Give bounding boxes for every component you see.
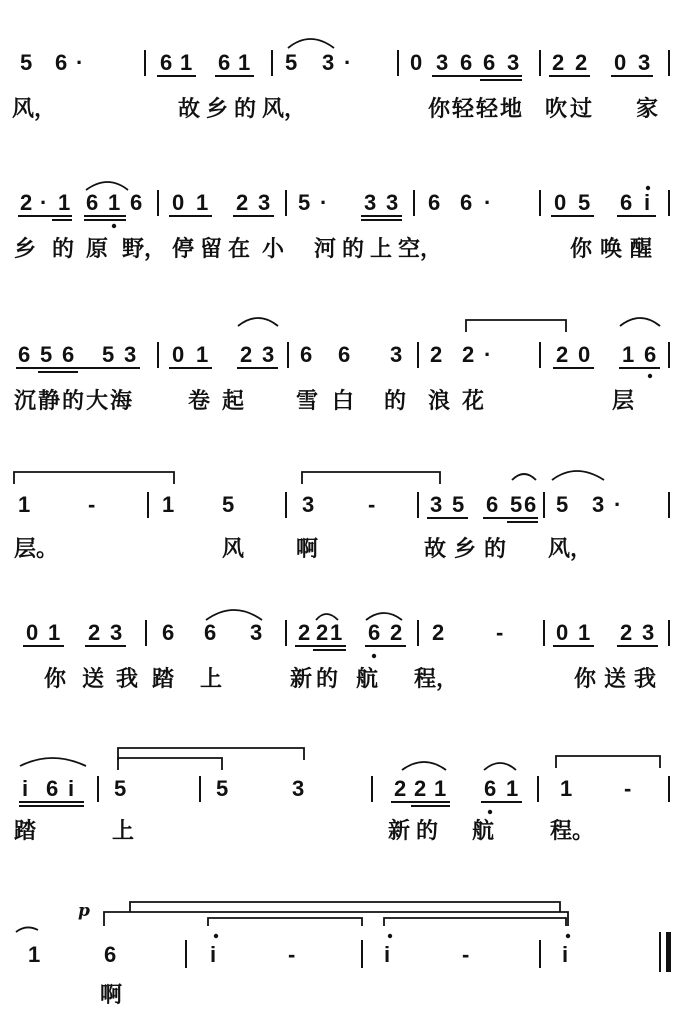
score-system-7 (0, 872, 700, 1022)
lyric: 留 (200, 237, 223, 262)
tie-bracket (130, 902, 560, 912)
staff-line-3 (0, 306, 700, 456)
lyric: 卷 (188, 389, 211, 414)
note: 3 (110, 620, 123, 645)
octave-dot (112, 224, 116, 228)
note: 0 (410, 50, 423, 75)
note: 6 (204, 620, 217, 645)
lyric: 航 (472, 819, 495, 844)
note: 1 (560, 776, 573, 801)
note: 6 (46, 776, 59, 801)
note: 3 (258, 190, 271, 215)
note: 1 (196, 342, 209, 367)
note: 3 (642, 620, 655, 645)
lyric: 海 (110, 389, 133, 414)
note: 2 (236, 190, 249, 215)
note: 3 (292, 776, 305, 801)
note: 2 (462, 342, 475, 367)
tie-bracket (104, 912, 568, 926)
note: 1 (28, 942, 41, 967)
note: 6 (18, 342, 31, 367)
tie-bracket (208, 918, 362, 926)
note: 2 (575, 50, 588, 75)
lyric: 唤 (600, 237, 623, 262)
lyric: 啊 (100, 983, 123, 1008)
note: 6 (483, 50, 496, 75)
note: 1 (58, 190, 71, 215)
lyric: 你 (574, 667, 597, 692)
lyric: 野， (122, 237, 167, 262)
note: 6 (62, 342, 75, 367)
lyric: 层。 (14, 537, 59, 562)
lyric: 沉 (14, 389, 37, 414)
note: 3 (430, 492, 443, 517)
note: 6 (338, 342, 351, 367)
note: 1 (196, 190, 209, 215)
note: 1 (162, 492, 175, 517)
note: 5 (510, 492, 523, 517)
lyric: 上 (112, 819, 135, 844)
note: 1 (180, 50, 193, 75)
note: 6 (218, 50, 231, 75)
lyric: 层 (612, 389, 635, 414)
slur-mark (20, 758, 86, 766)
score-system-6 (0, 736, 700, 886)
lyric: 你 (44, 667, 67, 692)
lyric: 过 (570, 97, 593, 122)
staff-line-2 (0, 170, 700, 320)
dot-extension: · (344, 50, 352, 75)
note: 5 (556, 492, 569, 517)
note: 3 (436, 50, 449, 75)
tie-bracket (14, 472, 174, 484)
note: 6 (300, 342, 313, 367)
tie-bracket (556, 756, 660, 768)
note: 0 (26, 620, 39, 645)
note: 2 (316, 620, 329, 645)
note: 1 (330, 620, 343, 645)
lyric: 大 (86, 389, 109, 414)
note: 3 (386, 190, 399, 215)
tie-bracket (384, 918, 566, 926)
score-system-2 (0, 170, 700, 320)
note: 2 (430, 342, 443, 367)
slur-mark (288, 39, 334, 48)
note: 2 (414, 776, 427, 801)
note: i (22, 776, 29, 801)
note: 5 (20, 50, 33, 75)
note: 6 (160, 50, 173, 75)
lyric: 的 (234, 97, 257, 122)
lyric: 风， (262, 97, 307, 122)
note: i (210, 942, 217, 967)
lyric: 的 (62, 389, 85, 414)
sustain-dash: - (368, 492, 376, 517)
lyric: 送 (82, 667, 105, 692)
lyric: 停 (172, 237, 195, 262)
note: 6 (368, 620, 381, 645)
dot-extension: · (40, 190, 48, 215)
note: 3 (262, 342, 275, 367)
lyric: 踏 (14, 819, 37, 844)
dot-extension: · (320, 190, 328, 215)
lyric: 原 (86, 237, 109, 262)
slur-mark (552, 471, 604, 480)
sustain-dash: - (624, 776, 632, 801)
note: 3 (592, 492, 605, 517)
lyric: 的 (342, 237, 365, 262)
note: 3 (507, 50, 520, 75)
sustain-dash: - (88, 492, 96, 517)
note: 2 (240, 342, 253, 367)
slur-mark (620, 318, 660, 326)
octave-dot (372, 654, 376, 658)
lyric: 新 (388, 819, 411, 844)
lyric: 航 (356, 667, 379, 692)
lyric: 风， (12, 97, 57, 122)
note: 3 (364, 190, 377, 215)
note: 1 (578, 620, 591, 645)
lyric: 的 (484, 537, 507, 562)
octave-dot (488, 810, 492, 814)
note: 6 (524, 492, 537, 517)
lyric: 在 (228, 237, 251, 262)
tie-bracket (302, 472, 440, 484)
note: 0 (172, 342, 185, 367)
slur-mark (16, 927, 38, 932)
note: 0 (554, 190, 567, 215)
note: 6 (460, 190, 473, 215)
lyric: 送 (604, 667, 627, 692)
note: 1 (622, 342, 635, 367)
note: 2 (552, 50, 565, 75)
lyric: 小 (262, 237, 285, 262)
lyric: 我 (116, 667, 139, 692)
lyric: 地 (500, 97, 523, 122)
note: 6 (620, 190, 633, 215)
lyric: 的 (52, 237, 75, 262)
note: 6 (486, 492, 499, 517)
octave-dot (214, 934, 218, 938)
tie-bracket (118, 758, 222, 770)
note: 0 (614, 50, 627, 75)
staff-line-1 (0, 30, 700, 180)
note: 2 (394, 776, 407, 801)
dot-extension: · (484, 190, 492, 215)
dot-extension: · (76, 50, 84, 75)
lyric: 浪 (428, 389, 451, 414)
dot-extension: · (614, 492, 622, 517)
note: 2 (390, 620, 403, 645)
slur-mark (86, 182, 128, 190)
note: 6 (484, 776, 497, 801)
slur-mark (238, 318, 278, 326)
lyric: 啊 (296, 537, 319, 562)
note: 3 (390, 342, 403, 367)
staff-line-6 (0, 736, 700, 886)
note: 3 (124, 342, 137, 367)
note: 5 (578, 190, 591, 215)
note: 5 (40, 342, 53, 367)
note: 1 (48, 620, 61, 645)
lyric: 我 (634, 667, 657, 692)
note: 5 (452, 492, 465, 517)
note: 5 (222, 492, 235, 517)
note: 6 (162, 620, 175, 645)
note: 2 (432, 620, 445, 645)
sustain-dash: - (462, 942, 470, 967)
note: 6 (460, 50, 473, 75)
note: 3 (302, 492, 315, 517)
note: 0 (556, 620, 569, 645)
lyric: 程。 (550, 819, 595, 844)
score-system-1 (0, 30, 700, 180)
note: 5 (216, 776, 229, 801)
slur-mark (366, 613, 402, 620)
lyric: 轻 (452, 97, 475, 122)
note: 2 (556, 342, 569, 367)
staff-line-4 (0, 452, 700, 602)
lyric: 雪 (296, 389, 319, 414)
note: 5 (114, 776, 127, 801)
lyric: 你 (570, 237, 593, 262)
note: 1 (18, 492, 31, 517)
note: 1 (108, 190, 121, 215)
lyric: 乡 (14, 237, 37, 262)
lyric: 的 (316, 667, 339, 692)
note: 6 (86, 190, 99, 215)
octave-dot (566, 934, 570, 938)
lyric: 静 (38, 389, 61, 414)
note: 2 (298, 620, 311, 645)
dynamic-marking: p (78, 901, 90, 921)
slur-mark (206, 610, 262, 620)
note: 1 (434, 776, 447, 801)
note: 2 (20, 190, 33, 215)
lyric: 踏 (152, 667, 175, 692)
note: i (68, 776, 75, 801)
note: 1 (238, 50, 251, 75)
note: 0 (172, 190, 185, 215)
dot-extension: · (484, 342, 492, 367)
note: 3 (322, 50, 335, 75)
lyric: 程， (414, 667, 459, 692)
note: 2 (88, 620, 101, 645)
slur-mark (512, 474, 536, 480)
lyric: 家 (636, 97, 659, 122)
note: 5 (102, 342, 115, 367)
note: 0 (578, 342, 591, 367)
note: 6 (428, 190, 441, 215)
tie-bracket (466, 320, 566, 332)
lyric: 乡 (206, 97, 229, 122)
octave-dot (646, 186, 650, 190)
note: i (384, 942, 391, 967)
lyric: 花 (462, 389, 485, 414)
lyric: 白 (332, 389, 355, 414)
note: 6 (104, 942, 117, 967)
lyric: 的 (384, 389, 407, 414)
lyric: 新 (290, 667, 313, 692)
lyric: 风， (548, 537, 593, 562)
lyric: 醒 (630, 237, 653, 262)
lyric: 乡 (454, 537, 477, 562)
note: 6 (644, 342, 657, 367)
staff-line-5 (0, 596, 700, 746)
lyric: 河 (314, 237, 337, 262)
lyric: 空， (398, 237, 443, 262)
lyric: 你 (428, 97, 451, 122)
lyric: 起 (222, 389, 245, 414)
slur-mark (402, 762, 446, 770)
lyric: 的 (416, 819, 439, 844)
note: 3 (638, 50, 651, 75)
note: 1 (506, 776, 519, 801)
lyric: 上 (370, 237, 393, 262)
score-system-5 (0, 596, 700, 746)
slur-mark (484, 763, 516, 770)
lyric: 轻 (476, 97, 499, 122)
note: 6 (130, 190, 143, 215)
octave-dot (388, 934, 392, 938)
staff-line-7 (0, 872, 700, 1022)
score-system-4 (0, 452, 700, 602)
sustain-dash: - (496, 620, 504, 645)
lyric: 吹 (545, 97, 568, 122)
note: i (562, 942, 569, 967)
final-bar-thick (666, 932, 671, 972)
note: 5 (285, 50, 298, 75)
note: 5 (298, 190, 311, 215)
note: 6 (55, 50, 68, 75)
lyric: 故 (178, 97, 201, 122)
note: 2 (620, 620, 633, 645)
note: 3 (250, 620, 263, 645)
sustain-dash: - (288, 942, 296, 967)
score-system-3 (0, 306, 700, 456)
note: i (644, 190, 651, 215)
lyric: 故 (424, 537, 447, 562)
lyric: 风 (222, 537, 245, 562)
lyric: 上 (200, 667, 223, 692)
octave-dot (648, 374, 652, 378)
